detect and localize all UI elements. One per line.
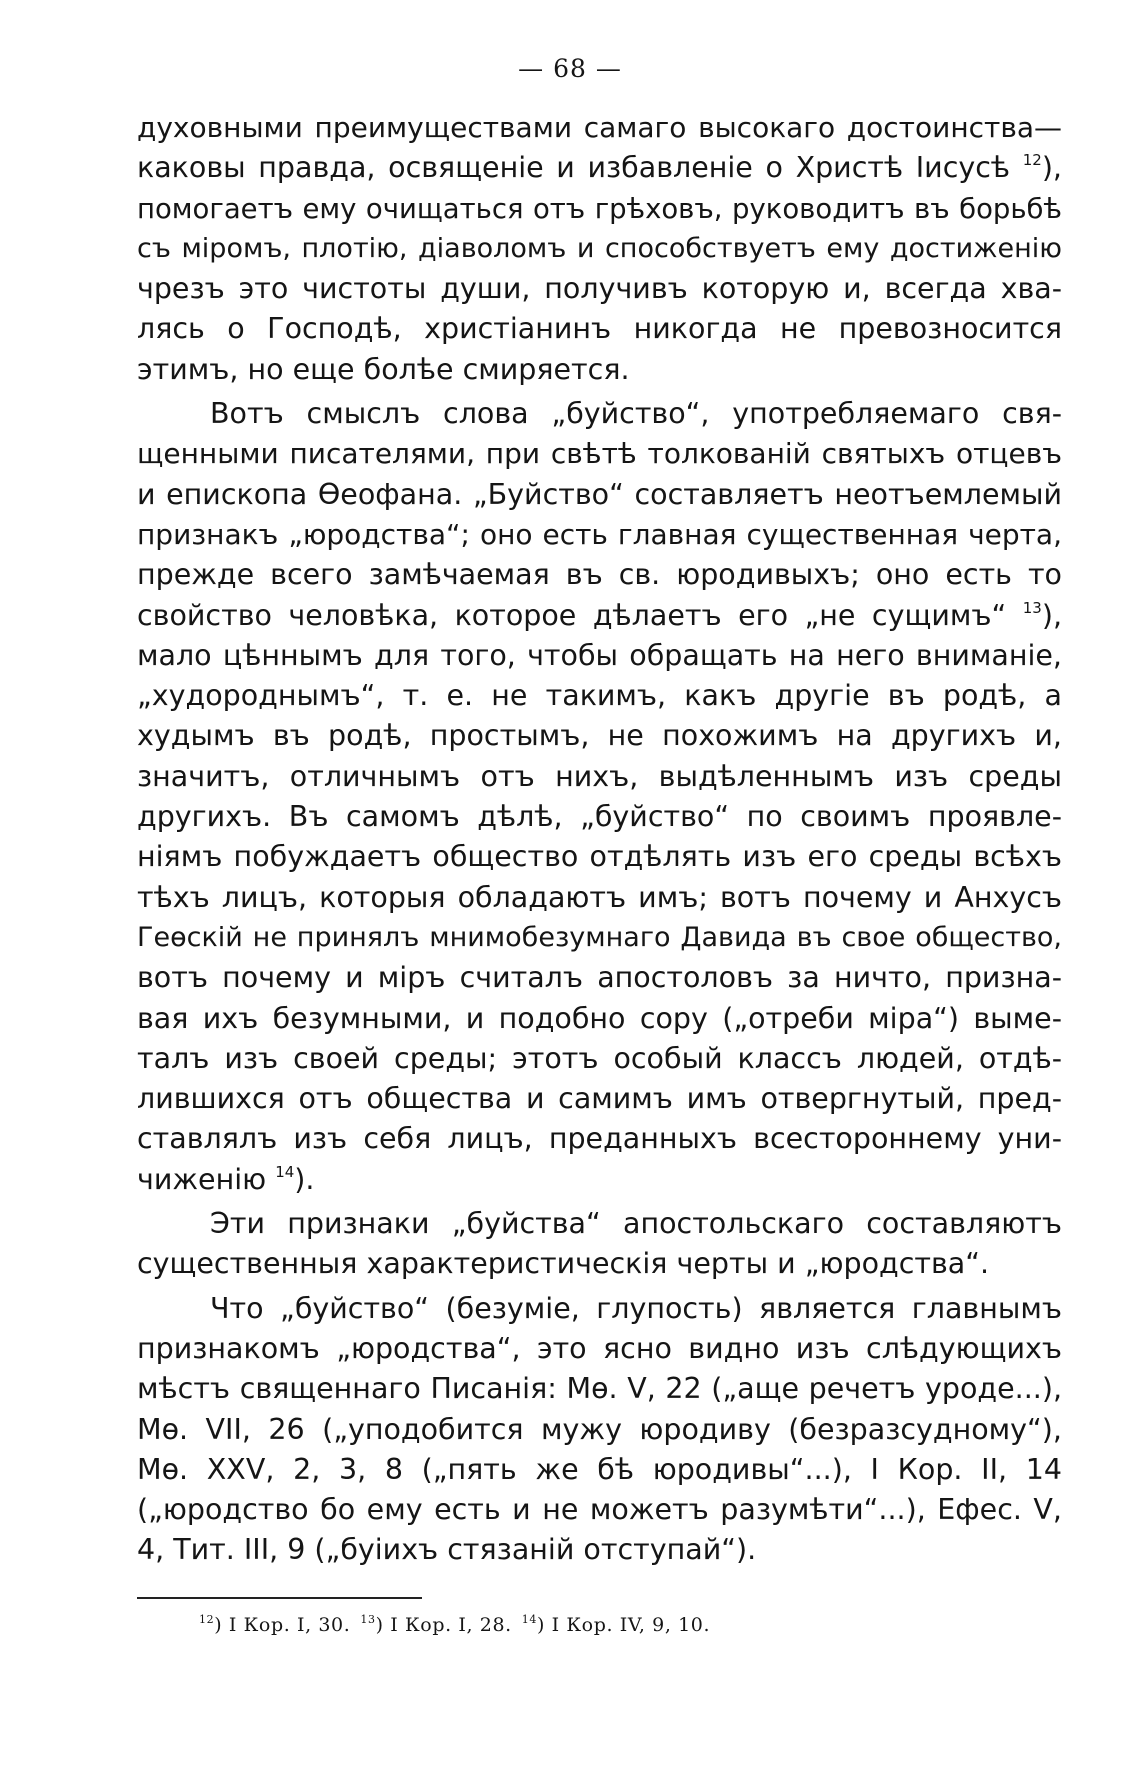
line-text: („юродство бо ему есть и не можетъ разумѣти“...), Ефес. V, xyxy=(137,1493,1062,1527)
footnote-number: 14 xyxy=(521,1613,537,1626)
line-suffix: ), xyxy=(1041,151,1062,185)
text-line xyxy=(137,350,1062,390)
footnote xyxy=(199,1614,350,1636)
text-line xyxy=(137,1410,1062,1450)
line-text: духовными преимуществами самаго высокаго достоинства— xyxy=(137,111,1062,144)
line-text: этимъ, но еще болѣе смиряется. xyxy=(137,352,630,386)
text-line xyxy=(137,394,1062,434)
text-line xyxy=(137,676,1062,716)
line-text: мало цѣннымъ для того, чтобы обращать на него вниманіе, xyxy=(137,638,1062,672)
footnote xyxy=(360,1614,511,1636)
footnote xyxy=(522,1614,710,1636)
line-text: ставлялъ изъ себя лицъ, преданныхъ всестороннему уни- xyxy=(137,1122,1062,1156)
line-text: мѣстъ священнаго Писанія: Мө. V, 22 („аще речетъ уроде...), xyxy=(137,1372,1062,1406)
line-text: чрезъ это чистоты души, получивъ которую и, всегда хва- xyxy=(137,272,1062,306)
footnotes xyxy=(199,1614,720,1636)
body-text xyxy=(137,108,1062,1571)
footnote-divider xyxy=(137,1597,422,1599)
footnote-number: 13 xyxy=(360,1613,376,1626)
line-text: вая ихъ безумными, и подобно сору („отреби міра“) выме- xyxy=(137,1001,1062,1035)
text-line xyxy=(137,309,1062,349)
text-line xyxy=(137,757,1062,797)
text-line xyxy=(137,797,1062,837)
line-text: Вотъ смыслъ слова „буйство“, употребляемаго свя- xyxy=(210,397,1062,431)
text-line xyxy=(137,1369,1062,1409)
line-text: другихъ. Въ самомъ дѣлѣ, „буйство“ по своимъ проявле- xyxy=(137,800,1062,834)
text-line xyxy=(137,1160,1062,1200)
text-line xyxy=(137,1450,1062,1490)
line-text: помогаетъ ему очищаться отъ грѣховъ, руководитъ въ борьбѣ xyxy=(137,192,1062,225)
footnote-text: ) I Кор. I, 28. xyxy=(375,1614,512,1636)
text-line xyxy=(137,636,1062,676)
text-line xyxy=(137,1039,1062,1079)
line-text: признакомъ „юродства“, это ясно видно изъ слѣдующихъ xyxy=(137,1331,1062,1365)
line-text: щенными писателями, при свѣтѣ толкованій святыхъ отцевъ xyxy=(137,437,1062,471)
line-text: значитъ, отличнымъ отъ нихъ, выдѣленнымъ изъ среды xyxy=(137,759,1062,793)
text-line xyxy=(137,1079,1062,1119)
footnote-ref: 14 xyxy=(275,1162,295,1181)
text-line xyxy=(137,1289,1062,1329)
line-text: чиженію xyxy=(137,1162,267,1196)
line-text: вотъ почему и міръ считалъ апостоловъ за ничто, призна- xyxy=(137,961,1062,995)
text-line xyxy=(137,148,1062,188)
text-line xyxy=(137,1530,1062,1570)
text-line xyxy=(137,189,1062,229)
line-text: свойство человѣка, которое дѣлаетъ его „не сущимъ“ xyxy=(137,598,1007,632)
line-text: „худороднымъ“, т. е. не такимъ, какъ другіе въ родѣ, а xyxy=(137,679,1062,713)
text-line xyxy=(137,1244,1062,1284)
text-line xyxy=(137,1119,1062,1159)
line-text: Что „буйство“ (безуміе, глупость) является главнымъ xyxy=(210,1291,1062,1325)
line-text: талъ изъ своей среды; этотъ особый классъ людей, отдѣ- xyxy=(137,1041,1062,1075)
line-text: признакъ „юродства“; оно есть главная существенная черта, xyxy=(137,517,1062,551)
text-line xyxy=(137,999,1062,1039)
text-line xyxy=(137,918,1062,958)
text-line xyxy=(137,1329,1062,1369)
line-text: лившихся отъ общества и самимъ имъ отвергнутый, пред- xyxy=(137,1082,1062,1116)
text-line xyxy=(137,229,1062,269)
line-text: существенныя характеристическія черты и „юродства“. xyxy=(137,1247,990,1281)
line-text: Мө. VII, 26 („уподобится мужу юродиву (безразсудному“), xyxy=(137,1412,1062,1446)
text-line xyxy=(137,475,1062,515)
line-text: Геөскій не принялъ мнимобезумнаго Давида въ свое общество, xyxy=(137,921,1062,953)
line-text: Эти признаки „буйства“ апостольскаго составляютъ xyxy=(210,1207,1062,1241)
text-line xyxy=(137,515,1062,555)
footnote-text: ) I Кор. IV, 9, 10. xyxy=(536,1614,711,1636)
line-text: 4, Тит. III, 9 („буіихъ стязаній отступай“). xyxy=(137,1533,757,1567)
text-line xyxy=(137,837,1062,877)
line-text: съ міромъ, плотію, діаволомъ и способствуетъ ему достиженію xyxy=(137,232,1062,264)
text-line xyxy=(137,878,1062,918)
text-line xyxy=(137,434,1062,474)
footnote-text: ) I Кор. I, 30. xyxy=(214,1614,351,1636)
text-line xyxy=(137,1204,1062,1244)
line-text: Мө. XXV, 2, 3, 8 („пять же бѣ юродивы“...), I Кор. II, 14 xyxy=(137,1452,1062,1486)
text-line xyxy=(137,716,1062,756)
footnote-ref: 12 xyxy=(1022,151,1042,170)
line-text: каковы правда, освященіе и избавленіе о Христѣ Іисусѣ xyxy=(137,151,1011,185)
text-line xyxy=(137,1490,1062,1530)
line-text: тѣхъ лицъ, которыя обладаютъ имъ; вотъ почему и Анхусъ xyxy=(137,880,1062,914)
footnote-ref: 13 xyxy=(1022,598,1042,617)
line-text: худымъ въ родѣ, простымъ, не похожимъ на другихъ и, xyxy=(137,719,1062,753)
text-line xyxy=(137,269,1062,309)
line-text: лясь о Господѣ, христіанинъ никогда не превозносится xyxy=(137,312,1062,346)
text-line xyxy=(137,958,1062,998)
footnote-number: 12 xyxy=(199,1613,215,1626)
text-line xyxy=(137,596,1062,636)
line-text: и епископа Өеофана. „Буйство“ составляетъ неотъемлемый xyxy=(137,477,1062,511)
line-suffix: ), xyxy=(1041,598,1063,632)
page-number: — 68 — xyxy=(518,54,622,83)
line-text: прежде всего замѣчаемая въ св. юродивыхъ; оно есть то xyxy=(137,558,1062,592)
line-suffix: ). xyxy=(294,1162,315,1196)
text-line xyxy=(137,555,1062,595)
line-text: ніямъ побуждаетъ общество отдѣлять изъ его среды всѣхъ xyxy=(137,840,1062,874)
text-line xyxy=(137,108,1062,148)
